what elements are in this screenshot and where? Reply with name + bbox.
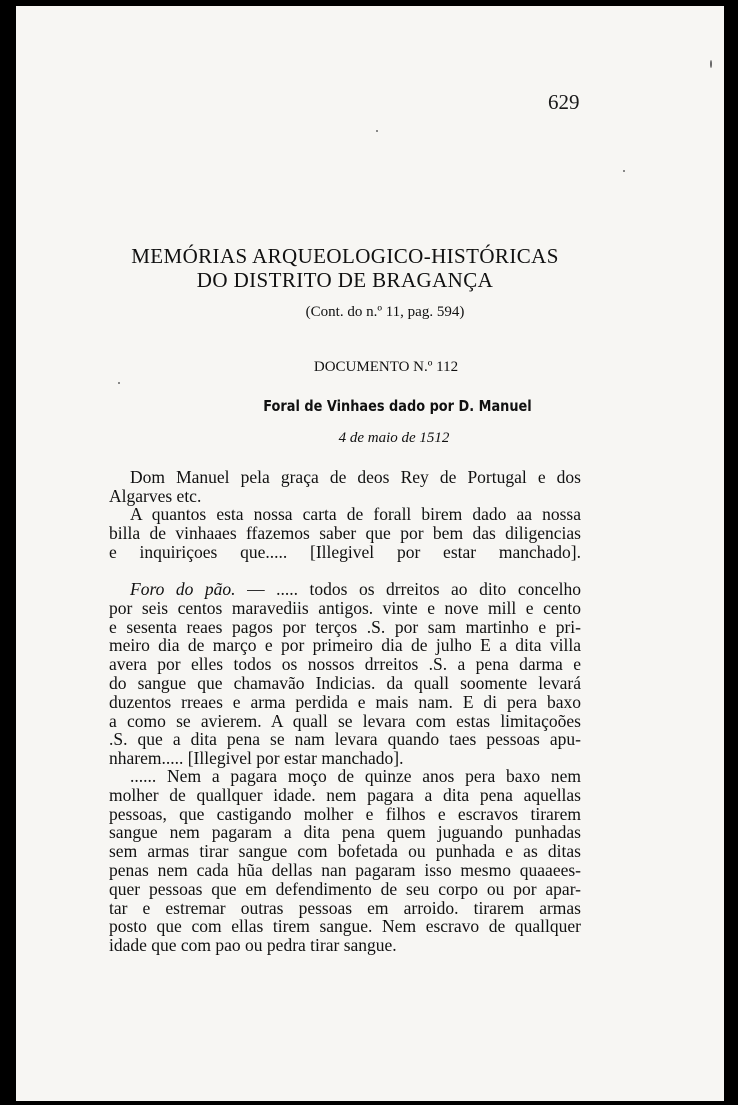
paragraph-4	[109, 767, 581, 955]
paragraph-2	[109, 505, 581, 561]
text-line: Dom Manuel pela graça de deos Rey de Portugal e dos	[130, 467, 581, 487]
text-line: avera por elles todos os nossos drreitos .S. a pena darma e	[109, 654, 581, 675]
scan-speck	[623, 170, 625, 172]
text-line: A quantos esta nossa carta de forall birem dado aa nossa	[130, 504, 581, 524]
text-line: molher de quallquer idade. nem pagara a dita pena aquellas	[109, 784, 581, 805]
text-line: posto que com ellas tirem sangue. Nem escravo de quallquer	[109, 916, 581, 937]
text-line: e sesenta reaes pagos por terços .S. por sam martinho e pri-	[109, 616, 581, 637]
text-line: sangue nem pagaram a dita pena quem juguando punhadas	[109, 822, 581, 843]
text-line: meiro dia de março e por primeiro dia de julho E a dita villa	[109, 635, 581, 656]
paragraph-1	[109, 468, 581, 506]
text-line: tar e estremar outras pessoas em arroido. tirarem armas	[109, 897, 581, 918]
text-line: e inquiriçoes que..... [Illegivel por estar manchado].	[109, 541, 581, 562]
page-number: 629	[548, 90, 580, 114]
text-line: Algarves etc.	[109, 485, 202, 506]
document-title-line-1: MEMÓRIAS ARQUEOLOGICO-HISTÓRICAS	[131, 244, 559, 268]
document-title-line-2: DO DISTRITO DE BRAGANÇA	[196, 268, 494, 292]
scan-speck	[118, 382, 120, 384]
text-line: duzentos rreaes e arma perdida e mais nam. E di pera baxo	[109, 691, 581, 712]
text-line: billa de vinhaaes ffazemos saber que por bem das diligencias	[109, 522, 581, 543]
text-line: do sangue que chamavão Indicias. da quall soomente levará	[109, 672, 581, 693]
text-fragment: — ..... todos os drreitos ao dito concelho	[235, 579, 581, 599]
scan-speck	[710, 60, 712, 68]
text-line: sem armas tirar sangue com bofetada ou punhada e as ditas	[109, 841, 581, 862]
text-line: .S. que a dita pena se nam levara quando taes pessoas apu-	[109, 729, 581, 750]
text-line: ...... Nem a pagara moço de quinze anos pera baxo nem	[130, 766, 581, 786]
text-line: a como se avierem. A quall se levara com estas limitaçoões	[109, 710, 581, 731]
section-heading-foro-do-pao: Foro do pão.	[130, 579, 236, 599]
text-line: penas nem cada hũa dellas nan pagaram isso mesmo quaaees-	[109, 859, 581, 880]
text-line: quer pessoas que em defendimento de seu corpo ou por apar-	[109, 878, 581, 899]
text-line: por seis centos maravediis antigos. vinte e nove mill e cento	[109, 597, 581, 618]
text-line: idade que com pao ou pedra tirar sangue.	[109, 935, 397, 956]
paragraph-3	[109, 580, 581, 768]
document-date: 4 de maio de 1512	[338, 430, 450, 446]
document-subtitle: Foral de Vinhaes dado por D. Manuel	[263, 397, 532, 415]
text-line: pessoas, que castigando molher e filhos e escravos tirarem	[109, 803, 581, 824]
text-line: nharem..... [Illegivel por estar manchado].	[109, 748, 404, 769]
text-line	[109, 580, 581, 599]
scan-speck	[376, 130, 378, 132]
document-number: DOCUMENTO N.º 112	[313, 359, 459, 375]
continuation-note: (Cont. do n.º 11, pag. 594)	[305, 304, 465, 320]
